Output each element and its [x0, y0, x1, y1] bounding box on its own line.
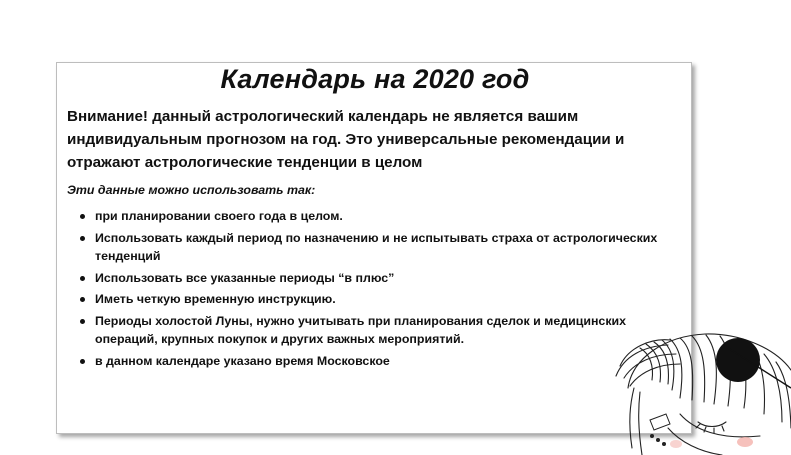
bullet-icon — [80, 276, 85, 281]
list-item-text: Иметь четкую временную инструкцию. — [95, 292, 336, 306]
usage-heading: Эти данные можно использовать так: — [67, 183, 316, 197]
bullet-icon — [80, 319, 85, 324]
anime-girl-illustration — [610, 318, 791, 455]
list-item-text: Периоды холостой Луны, нужно учитывать при планирования сделок и медицинских операций, крупных покупок и других важных мероприятий. — [95, 313, 627, 346]
tips-list — [67, 207, 683, 370]
bullet-icon — [80, 214, 85, 219]
list-item — [67, 352, 683, 371]
bullet-icon — [80, 297, 85, 302]
list-item-text: Использовать все указанные периоды “в плюс” — [95, 270, 395, 285]
list-item — [67, 229, 683, 266]
calendar-card — [56, 62, 692, 434]
list-item — [67, 207, 683, 226]
list-item — [67, 312, 683, 349]
bullet-icon — [80, 359, 85, 364]
bullet-icon — [80, 236, 85, 241]
warning-text: Внимание! данный астрологический календарь не является вашим индивидуальным прогнозом на год. Это универсальные рекомендации и отражают астрологические тенденции в целом — [67, 108, 625, 171]
list-item-text: в данном календаре указано время Московское — [95, 353, 390, 368]
page-title: Календарь на 2020 год — [220, 64, 530, 94]
list-item — [67, 269, 683, 288]
list-item-text: Использовать каждый период по назначению и не испытывать страха от астрологических тенденций — [95, 230, 658, 263]
list-item-text: при планировании своего года в целом. — [95, 209, 343, 223]
list-item — [67, 290, 683, 309]
